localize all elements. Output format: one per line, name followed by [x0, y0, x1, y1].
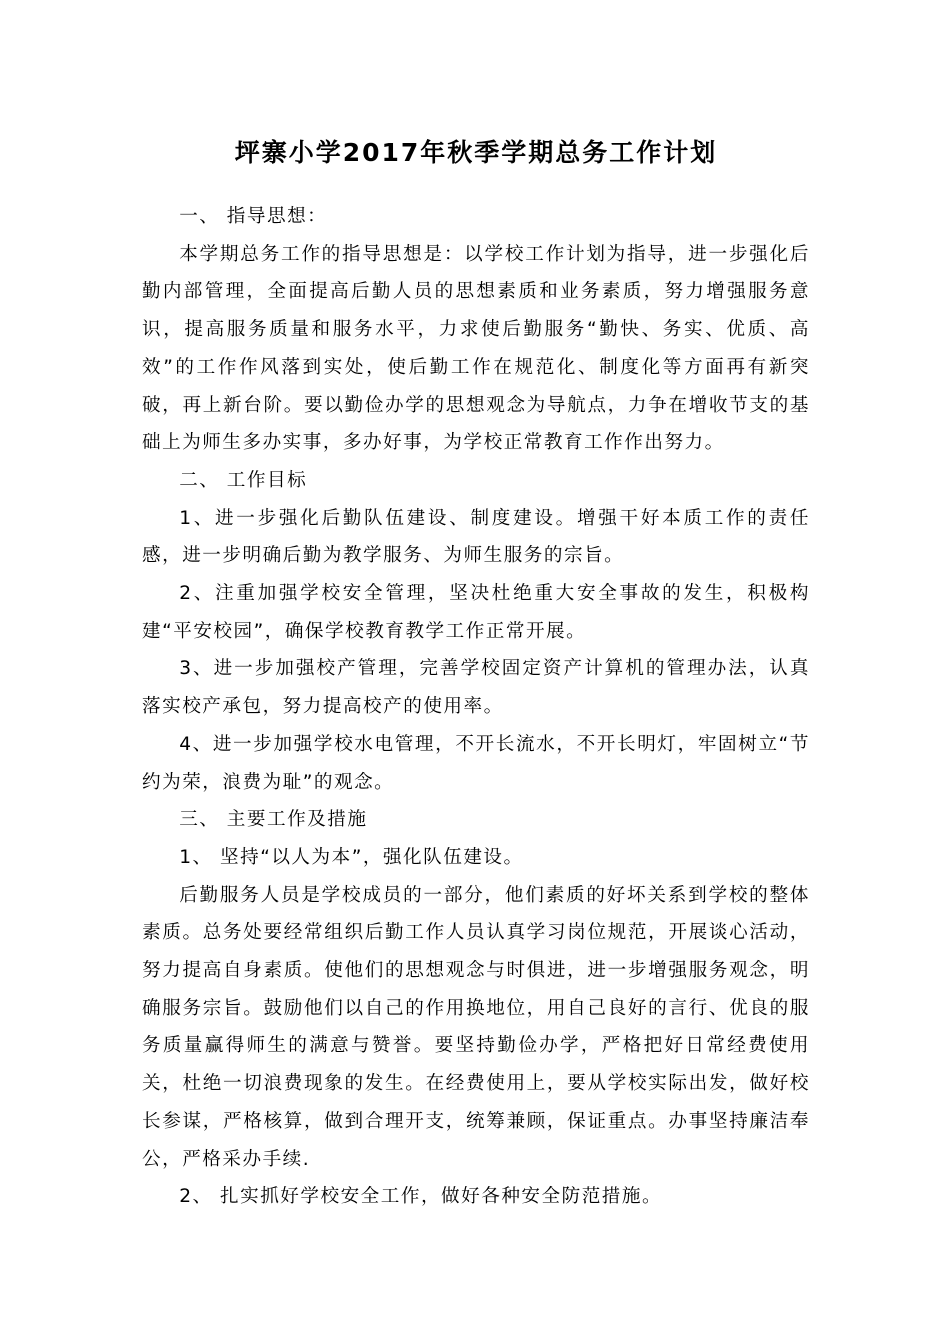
document-page — [142, 128, 810, 1216]
paragraph-measure-2-title: 2、 扎实抓好学校安全工作，做好各种安全防范措施。 — [179, 1186, 663, 1208]
paragraph-goal-2: 2、注重加强学校安全管理，坚决杜绝重大安全事故的发生，积极构建“平安校园”，确保学校教育教学工作正常开展。 — [142, 583, 810, 642]
paragraph-guiding-ideology: 本学期总务工作的指导思想是：以学校工作计划为指导，进一步强化后勤内部管理，全面提高后勤人员的思想素质和业务素质，努力增强服务意识，提高服务质量和服务水平，力求使后勤服务“勤快、务实、优质、高效”的工作作风落到实处，使后勤工作在规范化、制度化等方面再有新突破，再上新台阶。要以勤俭办学的思想观念为导航点，力争在增收节支的基础上为师生多办实事，多办好事，为学校正常教育工作作出努力。 — [142, 243, 810, 454]
paragraph-measure-1-title: 1、 坚持“以人为本”，强化队伍建设。 — [179, 846, 524, 868]
section-heading-guiding-ideology: 一、 指导思想： — [179, 206, 328, 227]
paragraph-goal-1: 1、进一步强化后勤队伍建设、制度建设。增强干好本质工作的责任感，进一步明确后勤为教学服务、为师生服务的宗旨。 — [142, 507, 810, 567]
document-title: 坪寨小学2017年秋季学期总务工作计划 — [234, 138, 718, 167]
section-heading-main-work: 三、 主要工作及措施 — [179, 809, 368, 831]
paragraph-goal-4: 4、进一步加强学校水电管理，不开长流水，不开长明灯，牢固树立“节约为荣，浪费为耻”的观念。 — [142, 733, 810, 793]
paragraph-measure-1-body: 后勤服务人员是学校成员的一部分，他们素质的好坏关系到学校的整体素质。总务处要经常组织后勤工作人员认真学习岗位规范，开展谈心活动，努力提高自身素质。使他们的思想观念与时俱进，进一步增强服务观念，明确服务宗旨。鼓励他们以自己的作用换地位，用自己良好的言行、优良的服务质量赢得师生的满意与赞誉。要坚持勤俭办学，严格把好日常经费使用关，杜绝一切浪费现象的发生。在经费使用上，要从学校实际出发，做好校长参谋，严格核算，做到合理开支，统筹兼顾，保证重点。办事坚持廉洁奉公，严格采办手续. — [142, 884, 810, 1170]
section-heading-work-goals: 二、 工作目标 — [179, 469, 308, 491]
paragraph-goal-3: 3、进一步加强校产管理，完善学校固定资产计算机的管理办法，认真落实校产承包，努力提高校产的使用率。 — [142, 658, 810, 718]
